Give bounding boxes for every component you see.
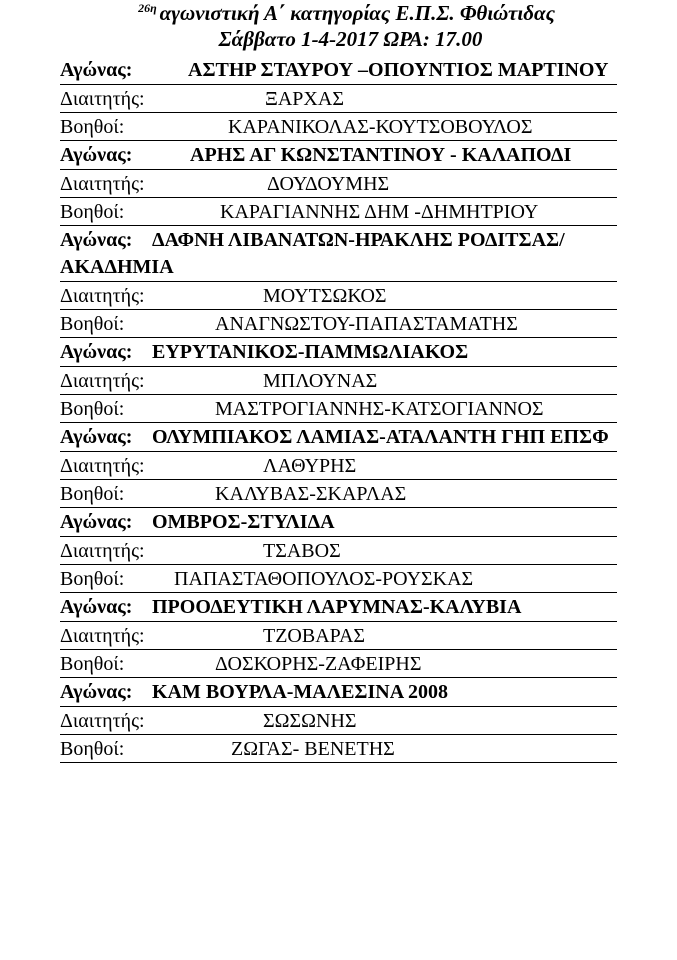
match-line [60, 423, 617, 452]
assistants-names: ΚΑΡΑΓΙΑΝΝΗΣ ΔΗΜ -ΔΗΜΗΤΡΙΟΥ [220, 201, 539, 223]
match-block [60, 508, 617, 593]
match-block [60, 226, 617, 338]
assistants-label: Βοηθοί: [60, 201, 125, 223]
match-block [60, 423, 617, 508]
match-block [60, 593, 617, 678]
match-label: Αγώνας: [60, 229, 133, 251]
assistants-label: Βοηθοί: [60, 738, 125, 760]
match-line [60, 508, 617, 537]
referee-name: ΔΟΥΔΟΥΜΗΣ [267, 173, 390, 195]
assistants-label: Βοηθοί: [60, 653, 125, 675]
referee-name: ΣΩΣΩΝΗΣ [263, 710, 357, 732]
referee-row [60, 282, 617, 310]
assistants-names: ΑΝΑΓΝΩΣΤΟΥ-ΠΑΠΑΣΤΑΜΑΤΗΣ [215, 313, 518, 335]
match-teams: ΕΥΡΥΤΑΝΙΚΟΣ-ΠΑΜΜΩΛΙΑΚΟΣ [152, 341, 469, 363]
assistants-row [60, 565, 617, 593]
referee-label: Διαιτητής: [60, 540, 145, 562]
match-label: Αγώνας: [60, 341, 133, 363]
referee-name: ΜΟΥΤΣΩΚΟΣ [263, 285, 387, 307]
assistants-names: ΖΩΓΑΣ- ΒΕΝΕΤΗΣ [231, 738, 395, 760]
match-line [60, 593, 617, 622]
referee-row [60, 170, 617, 198]
referee-row [60, 537, 617, 565]
assistants-row [60, 735, 617, 763]
match-teams: ΟΛΥΜΠΙΑΚΟΣ ΛΑΜΙΑΣ-ΑΤΑΛΑΝΤΗ ΓΗΠ ΕΠΣΦ [152, 426, 609, 448]
match-label: Αγώνας: [60, 511, 133, 533]
referee-row [60, 622, 617, 650]
match-teams: ΑΡΗΣ ΑΓ ΚΩΝΣΤΑΝΤΙΝΟΥ - ΚΑΛΑΠΟΔΙ [190, 144, 572, 166]
referee-row [60, 85, 617, 113]
match-teams: ΠΡΟΟΔΕΥΤΙΚΗ ΛΑΡΥΜΝΑΣ-ΚΑΛΥΒΙΑ [152, 596, 522, 618]
match-label: Αγώνας: [60, 596, 133, 618]
referee-row [60, 452, 617, 480]
match-teams: ΟΜΒΡΟΣ-ΣΤΥΛΙΔΑ [152, 511, 335, 533]
referee-label: Διαιτητής: [60, 625, 145, 647]
match-block [60, 56, 617, 141]
match-list [60, 56, 617, 763]
schedule-date-time: Σάββατο 1-4-2017 ΩΡΑ: 17.00 [218, 27, 483, 51]
match-block [60, 141, 617, 226]
referee-label: Διαιτητής: [60, 88, 145, 110]
match-label: Αγώνας: [60, 144, 133, 166]
match-label: Αγώνας: [60, 681, 133, 703]
referee-label: Διαιτητής: [60, 710, 145, 732]
referee-label: Διαιτητής: [60, 285, 145, 307]
match-line [60, 338, 617, 367]
referee-name: ΛΑΘΥΡΗΣ [263, 455, 357, 477]
assistants-row [60, 198, 617, 226]
referee-name: ΞΑΡΧΑΣ [265, 88, 344, 110]
schedule-title [8, 1, 677, 26]
referee-name: ΤΖΟΒΑΡΑΣ [263, 625, 366, 647]
assistants-label: Βοηθοί: [60, 313, 125, 335]
match-teams: ΔΑΦΝΗ ΛΙΒΑΝΑΤΩΝ-ΗΡΑΚΛΗΣ ΡΟΔΙΤΣΑΣ/ΑΚΑΔΗΜΙΑ [60, 229, 565, 278]
assistants-label: Βοηθοί: [60, 483, 125, 505]
match-line [60, 56, 617, 85]
assistants-label: Βοηθοί: [60, 398, 125, 420]
match-line [60, 141, 617, 170]
referee-row [60, 367, 617, 395]
assistants-label: Βοηθοί: [60, 568, 125, 590]
title-text: αγωνιστική Α΄ κατηγορίας Ε.Π.Σ. Φθιώτιδας [159, 1, 555, 25]
assistants-row [60, 480, 617, 508]
assistants-row [60, 310, 617, 338]
assistants-names: ΔΟΣΚΟΡΗΣ-ΖΑΦΕΙΡΗΣ [215, 653, 422, 675]
match-label: Αγώνας: [60, 426, 133, 448]
match-line [60, 678, 617, 707]
match-block [60, 678, 617, 763]
match-teams: ΚΑΜ ΒΟΥΡΛΑ-ΜΑΛΕΣΙΝΑ 2008 [152, 681, 449, 703]
match-label: Αγώνας: [60, 59, 133, 81]
assistants-names: ΜΑΣΤΡΟΓΙΑΝΝΗΣ-ΚΑΤΣΟΓΙΑΝΝΟΣ [215, 398, 544, 420]
assistants-names: ΠΑΠΑΣΤΑΘΟΠΟΥΛΟΣ-ΡΟΥΣΚΑΣ [174, 568, 474, 590]
assistants-row [60, 113, 617, 141]
assistants-row [60, 650, 617, 678]
match-line [60, 226, 617, 282]
match-teams: ΑΣΤΗΡ ΣΤΑΥΡΟΥ –ΟΠΟΥΝΤΙΟΣ ΜΑΡΤΙΝΟΥ [188, 59, 609, 81]
referee-label: Διαιτητής: [60, 455, 145, 477]
assistants-label: Βοηθοί: [60, 116, 125, 138]
round-number: 26η [138, 1, 157, 15]
match-block [60, 338, 617, 423]
assistants-names: ΚΑΡΑΝΙΚΟΛΑΣ-ΚΟΥΤΣΟΒΟΥΛΟΣ [228, 116, 533, 138]
referee-label: Διαιτητής: [60, 370, 145, 392]
referee-name: ΜΠΛΟΥΝΑΣ [263, 370, 378, 392]
assistants-names: ΚΑΛΥΒΑΣ-ΣΚΑΡΛΑΣ [215, 483, 407, 505]
referee-row [60, 707, 617, 735]
assistants-row [60, 395, 617, 423]
referee-name: ΤΣΑΒΟΣ [263, 540, 341, 562]
referee-label: Διαιτητής: [60, 173, 145, 195]
